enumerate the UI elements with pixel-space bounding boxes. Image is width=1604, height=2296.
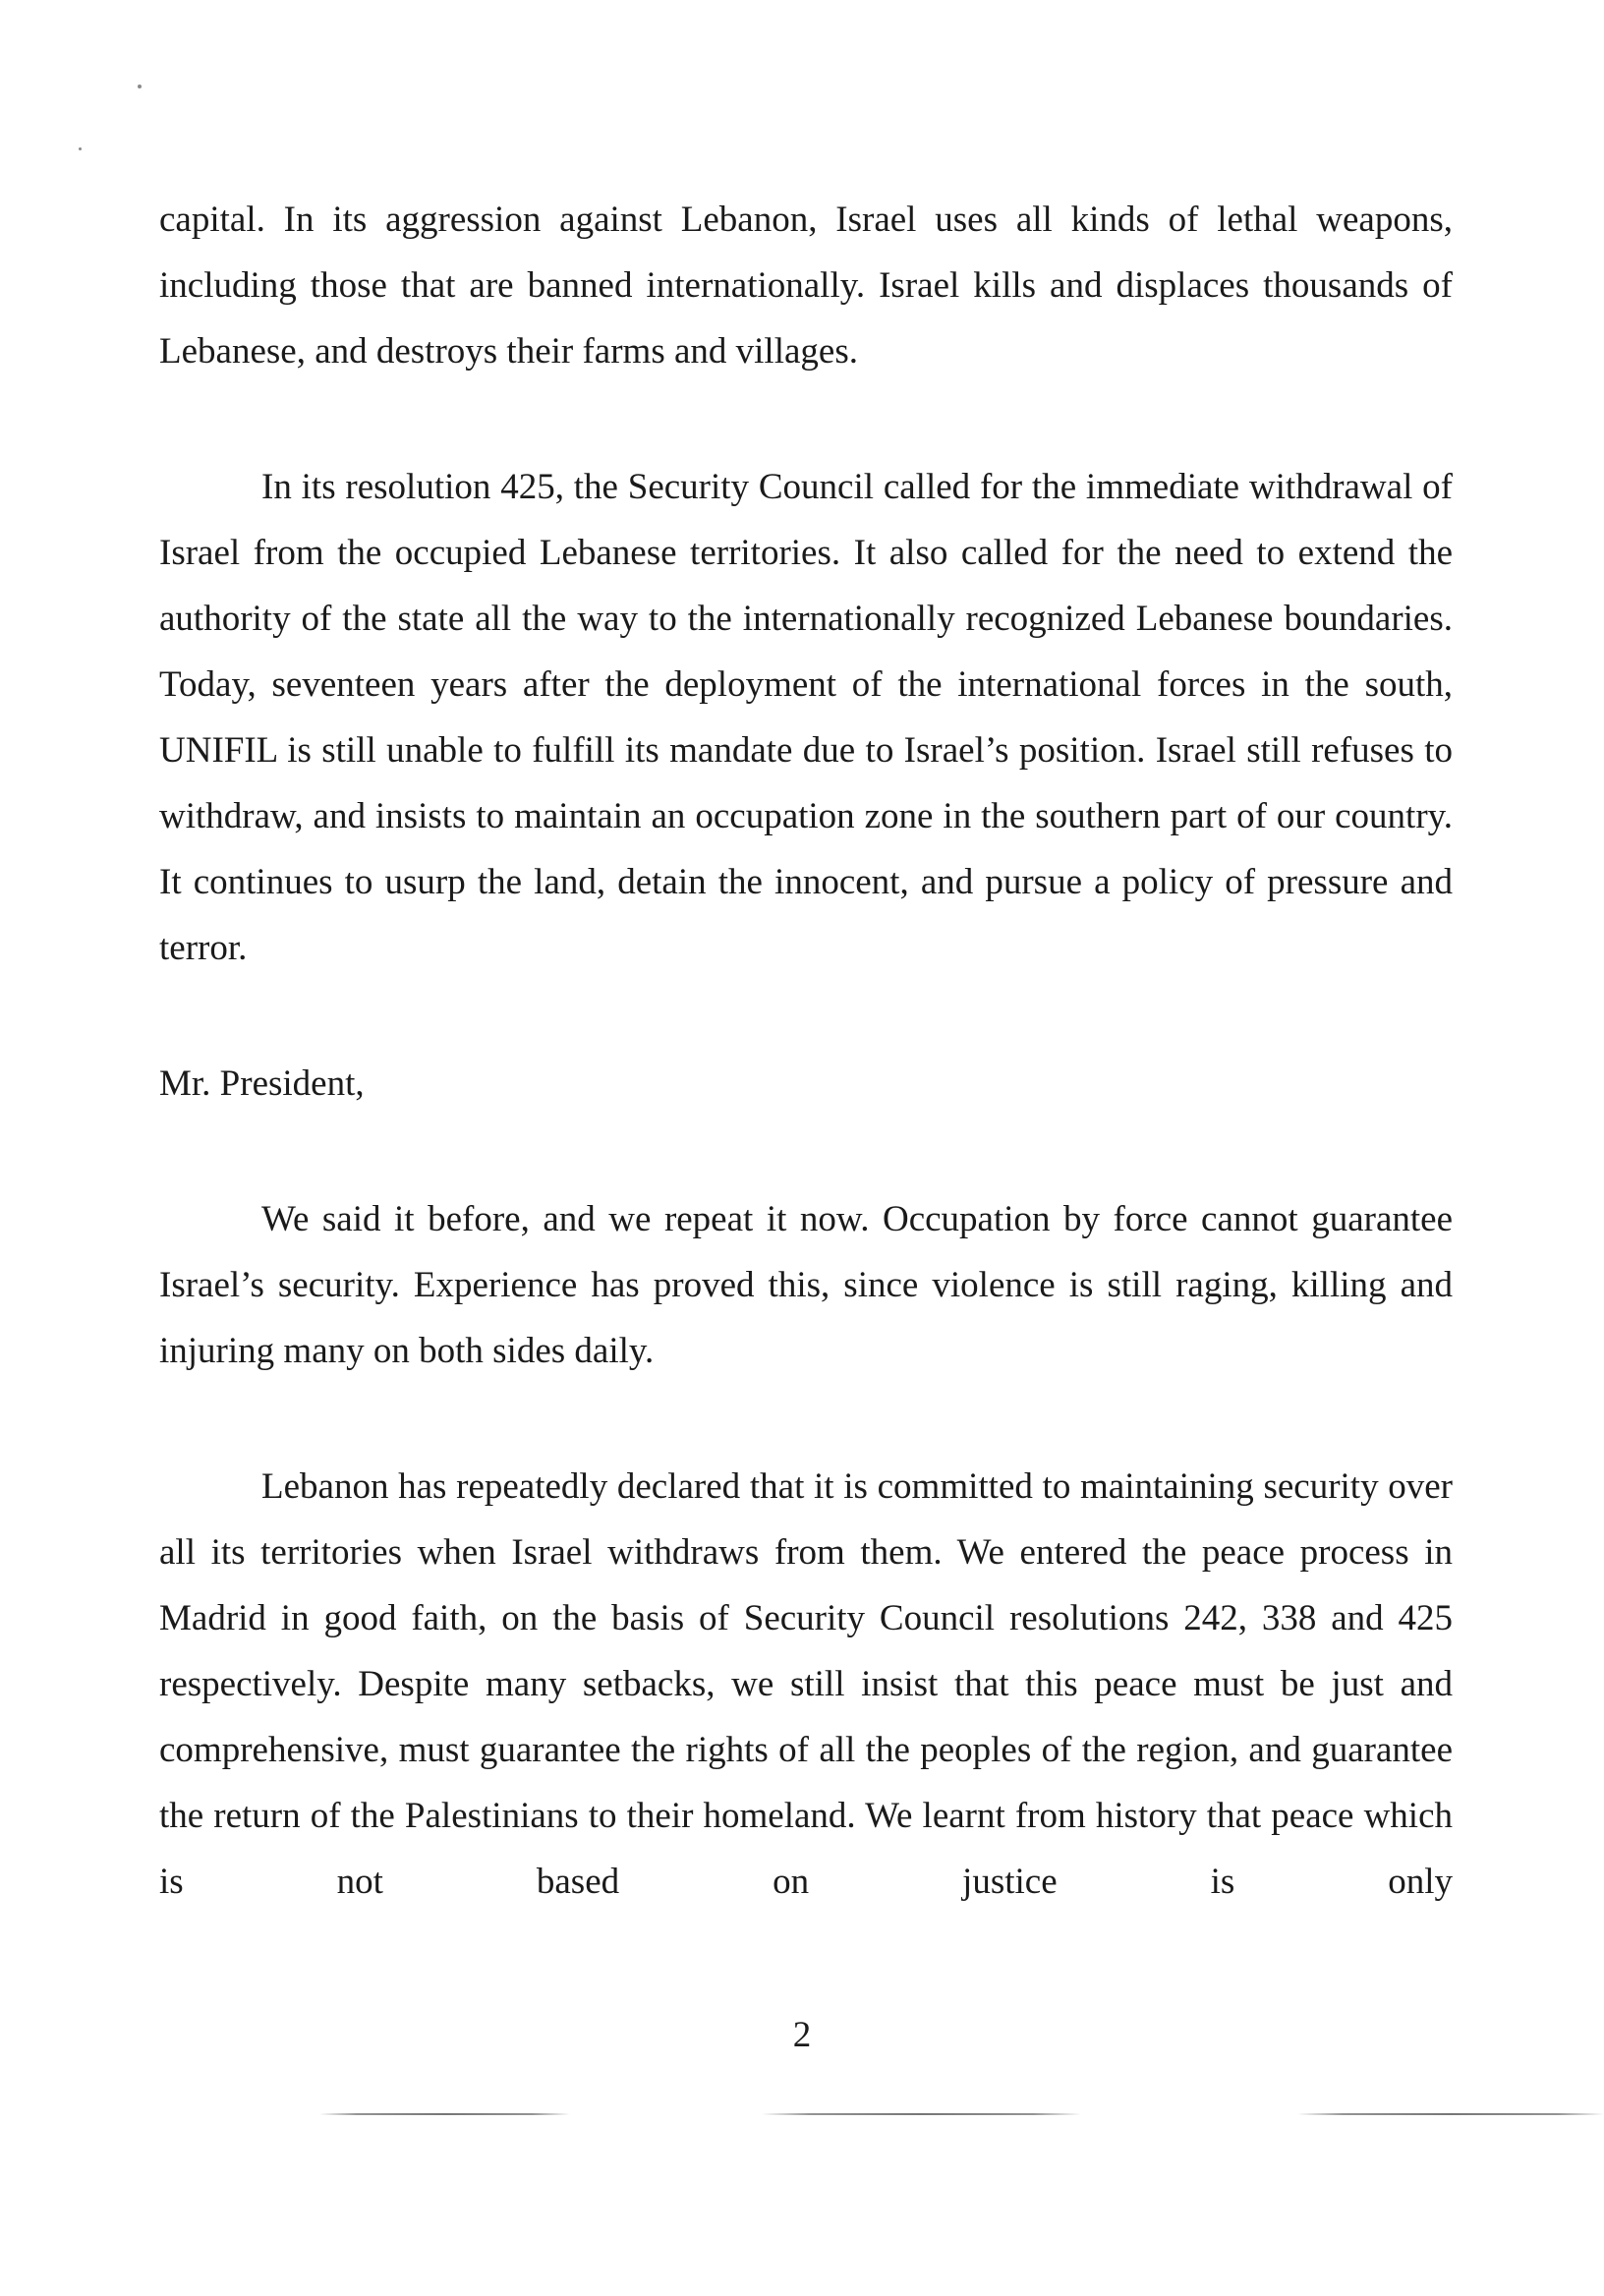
paragraph-resolution-425: In its resolution 425, the Security Council called for the immediate withdrawal of Israel from the occupied Lebanese territories. It also called for the need to extend the authority of the state all the way to the internationally recognized Lebanese boundaries. Today, seventeen years after the deployment of the international forces in the south, UNIFIL is still unable to fulfill its mandate due to Israel’s position. Israel still refuses to withdraw, and insists to maintain an occupation zone in the southern part of our country. It continues to usurp the land, detain the innocent, and pursue a policy of pressure and terror. <box>159 467 1453 968</box>
paragraph-aggression: capital. In its aggression against Lebanon, Israel uses all kinds of lethal weapons, including those that are banned internationally. Israel kills and displaces thousands of Lebanese, and destroys their farms and villages. <box>159 200 1453 372</box>
scan-artifact-line <box>319 2113 570 2115</box>
body-text <box>159 187 1453 1915</box>
scan-speck <box>138 85 142 88</box>
paragraph-occupation: We said it before, and we repeat it now. Occupation by force cannot guarantee Israel’s security. Experience has proved this, since violence is still raging, killing and injuring many on both sides daily. <box>159 1199 1453 1371</box>
scan-speck <box>79 147 82 150</box>
page-number: 2 <box>792 2015 812 2055</box>
scan-artifact-line <box>1297 2113 1604 2115</box>
scan-artifact-line <box>762 2113 1081 2115</box>
salutation: Mr. President, <box>159 1063 365 1104</box>
paragraph-peace-process: Lebanon has repeatedly declared that it is committed to maintaining security over all its territories when Israel withdraws from them. We entered the peace process in Madrid in good faith, on the basis of Security Council resolutions 242, 338 and 425 respectively. Despite many setbacks, we still insist that this peace must be just and comprehensive, must guarantee the rights of all the peoples of the region, and guarantee the return of the Palestinians to their homeland. We learnt from history that peace which is not based on justice is only <box>159 1466 1453 1902</box>
